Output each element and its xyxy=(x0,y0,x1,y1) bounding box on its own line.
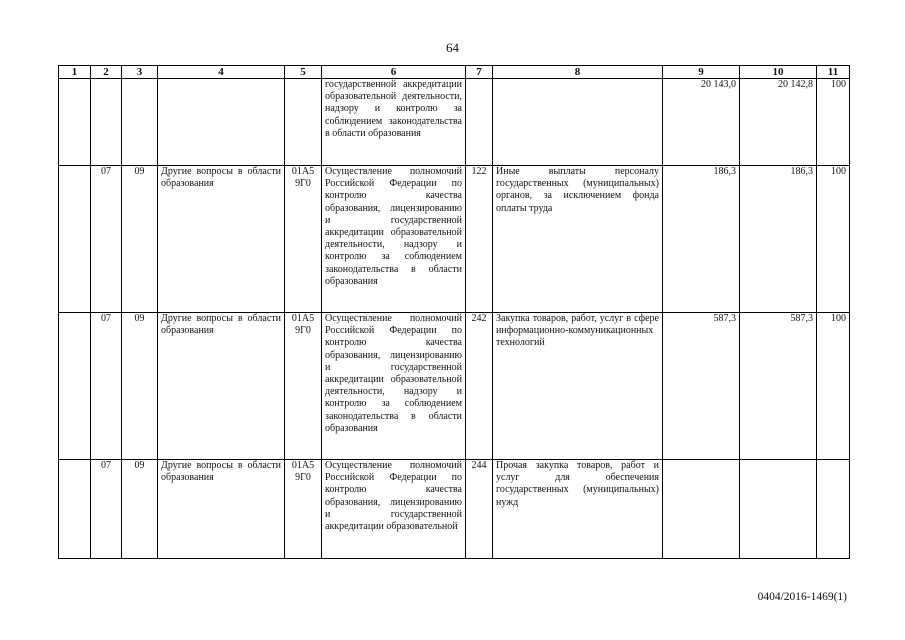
actual-amount-cell: 587,3 xyxy=(740,313,817,460)
table-row xyxy=(59,313,850,460)
target-article-cell xyxy=(285,79,322,166)
subsection-cell: 09 xyxy=(122,460,158,559)
column-header: 1 xyxy=(59,66,91,79)
subsection-name-cell: Другие вопросы в области образования xyxy=(158,166,285,313)
column-header: 5 xyxy=(285,66,322,79)
target-article-cell: 01А5 9Г0 xyxy=(285,166,322,313)
section-cell: 07 xyxy=(91,460,122,559)
row-number-cell xyxy=(59,460,91,559)
planned-amount-cell: 20 143,0 xyxy=(663,79,740,166)
planned-amount-cell xyxy=(663,460,740,559)
target-article-name-cell: Осуществление полномочий Российской Федерации по контролю качества образования, лицензированию и государственной аккредитации образовательной xyxy=(322,460,466,559)
page-number: 64 xyxy=(446,40,459,55)
table-row xyxy=(59,166,850,313)
section-cell: 07 xyxy=(91,313,122,460)
subsection-name-cell: Другие вопросы в области образования xyxy=(158,460,285,559)
planned-amount-cell: 186,3 xyxy=(663,166,740,313)
execution-percent-cell xyxy=(817,460,850,559)
expense-type-cell: 122 xyxy=(466,166,493,313)
target-article-cell: 01А5 9Г0 xyxy=(285,313,322,460)
column-header: 9 xyxy=(663,66,740,79)
column-header: 10 xyxy=(740,66,817,79)
actual-amount-cell: 20 142,8 xyxy=(740,79,817,166)
expense-type-name-cell xyxy=(493,79,663,166)
expense-type-cell: 242 xyxy=(466,313,493,460)
row-number-cell xyxy=(59,166,91,313)
column-header: 4 xyxy=(158,66,285,79)
row-number-cell xyxy=(59,313,91,460)
expense-type-cell: 244 xyxy=(466,460,493,559)
subsection-name-cell: Другие вопросы в области образования xyxy=(158,313,285,460)
planned-amount-cell: 587,3 xyxy=(663,313,740,460)
execution-percent-cell: 100 xyxy=(817,79,850,166)
subsection-cell xyxy=(122,79,158,166)
subsection-cell: 09 xyxy=(122,166,158,313)
section-cell xyxy=(91,79,122,166)
budget-table xyxy=(58,65,850,559)
subsection-cell: 09 xyxy=(122,313,158,460)
column-header: 6 xyxy=(322,66,466,79)
table-row xyxy=(59,460,850,559)
target-article-name-cell: государственной аккредитации образовательной деятельности, надзору и контролю за соблюдением законодательства в области образования xyxy=(322,79,466,166)
execution-percent-cell: 100 xyxy=(817,166,850,313)
column-header: 11 xyxy=(817,66,850,79)
column-header: 8 xyxy=(493,66,663,79)
execution-percent-cell: 100 xyxy=(817,313,850,460)
header-row xyxy=(59,66,850,79)
subsection-name-cell xyxy=(158,79,285,166)
column-header: 7 xyxy=(466,66,493,79)
expense-type-name-cell: Иные выплаты персоналу государственных (муниципальных) органов, за исключением фонда оплаты труда xyxy=(493,166,663,313)
actual-amount-cell xyxy=(740,460,817,559)
expense-type-name-cell: Прочая закупка товаров, работ и услуг для обеспечения государственных (муниципальных) нужд xyxy=(493,460,663,559)
expense-type-cell xyxy=(466,79,493,166)
document-code: 0404/2016-1469(1) xyxy=(757,591,847,603)
target-article-name-cell: Осуществление полномочий Российской Федерации по контролю качества образования, лицензированию и государственной аккредитации образовательной деятельности, надзору и контролю за соблюдением законодательства в области образования xyxy=(322,166,466,313)
target-article-name-cell: Осуществление полномочий Российской Федерации по контролю качества образования, лицензированию и государственной аккредитации образовательной деятельности, надзору и контролю за соблюдением законодательства в области образования xyxy=(322,313,466,460)
row-number-cell xyxy=(59,79,91,166)
actual-amount-cell: 186,3 xyxy=(740,166,817,313)
table-row xyxy=(59,79,850,166)
expense-type-name-cell: Закупка товаров, работ, услуг в сфере информационно-коммуникационных технологий xyxy=(493,313,663,460)
section-cell: 07 xyxy=(91,166,122,313)
target-article-cell: 01А5 9Г0 xyxy=(285,460,322,559)
column-header: 3 xyxy=(122,66,158,79)
column-header: 2 xyxy=(91,66,122,79)
